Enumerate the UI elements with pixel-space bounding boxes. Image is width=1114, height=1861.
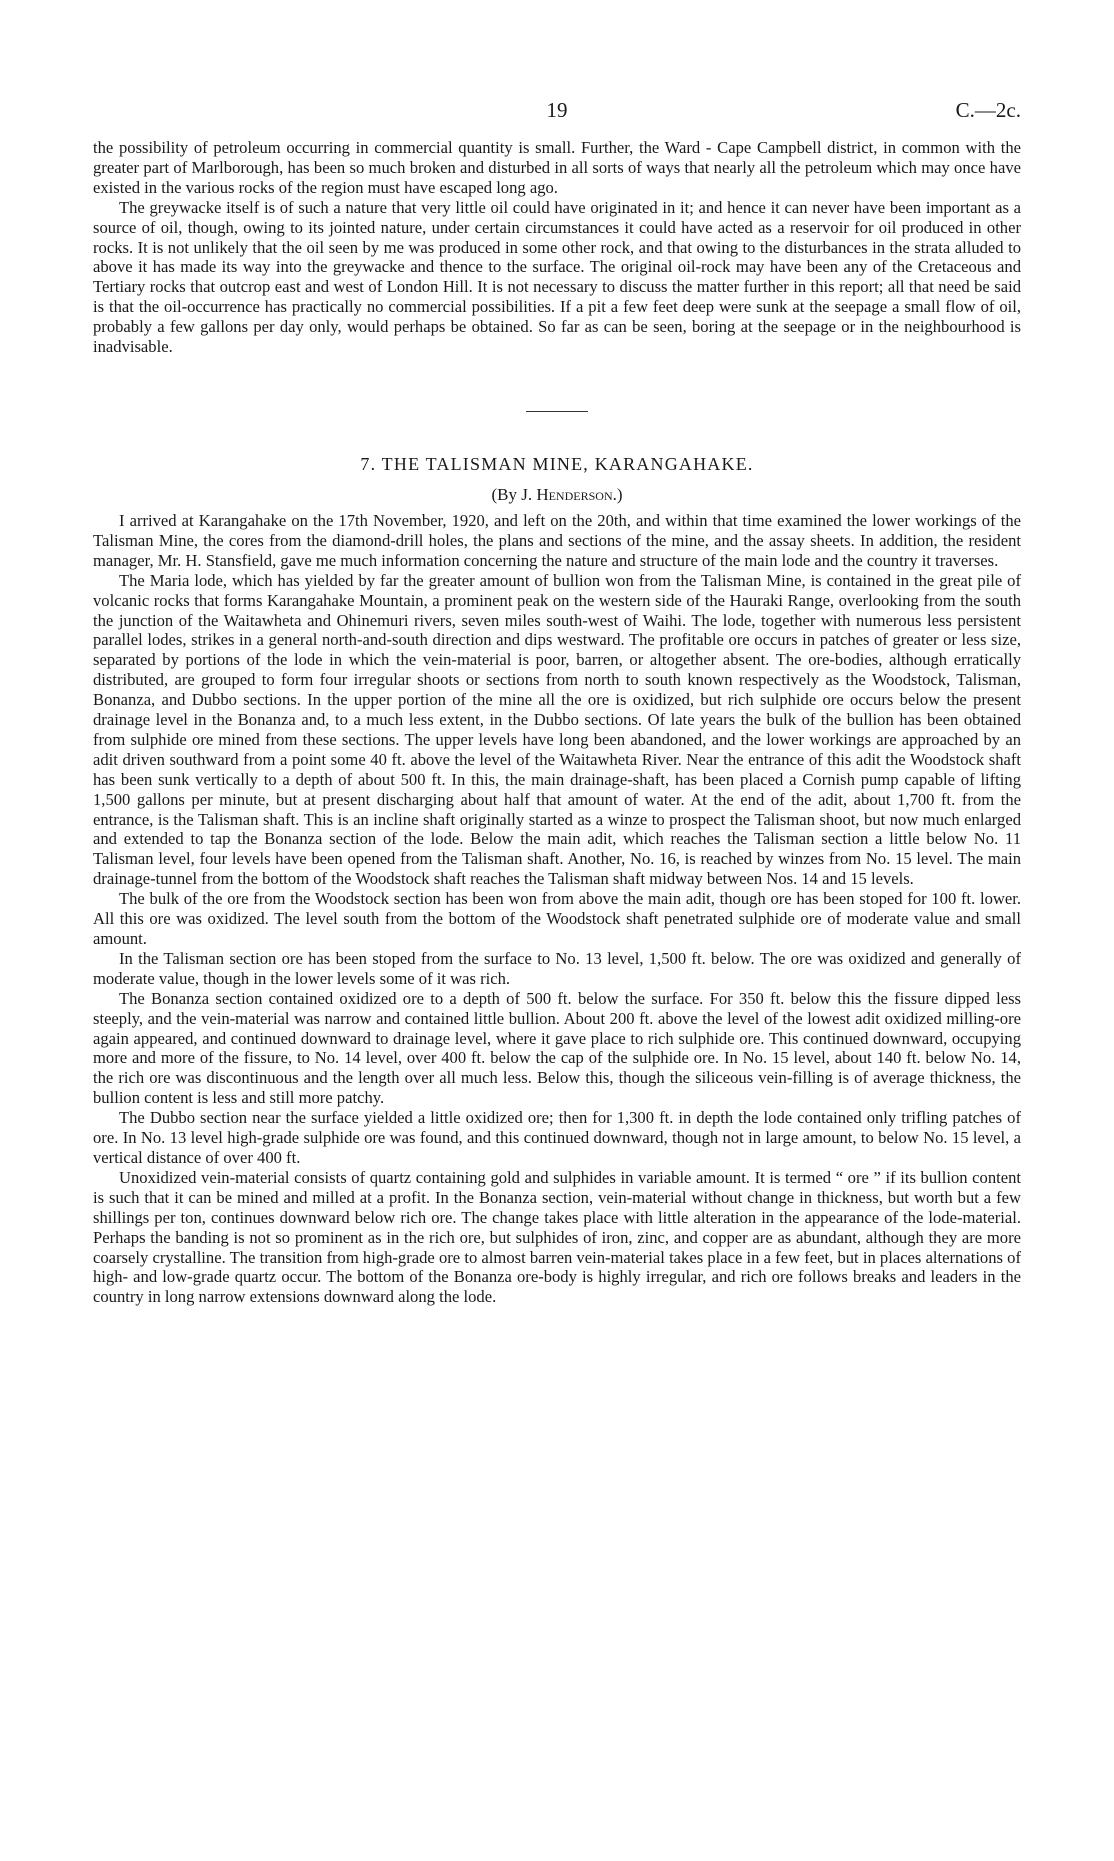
byline-suffix: .) [612,484,623,504]
paragraph-bonanza-section: The Bonanza section contained oxidized ore to a depth of 500 ft. below the surface. For 350 ft. below this the fissure dipped less steeply, and the vein-material was narrow and contained little bullion. About 200 ft. above the level of the lowest adit oxidized milling-ore again appeared, and continued downward to drainage level, where it gave place to rich sulphide ore. This continued downward, occupying more and more of the fissure, to No. 14 level, over 400 ft. below the cap of the sulphide ore. In No. 15 level, about 140 ft. below No. 14, the rich ore was discontinuous and the length over all much less. Below this, though the siliceous vein-filling is of average thickness, the bullion content is less and still more patchy. [93,988,1021,1108]
document-page [93,98,1021,1307]
paragraph-greywacke: The greywacke itself is of such a nature that very little oil could have originated in it; and hence it can never have been important as a source of oil, though, owing to its jointed nature, under certain circumstances it could have acted as a reservoir for oil produced in other rocks. It is not unlikely that the oil seen by me was produced in some other rock, and that owing to the disturbances in the strata alluded to above it has made its way into the greywacke and thence to the surface. The original oil-rock may have been any of the Cretaceous and Tertiary rocks that outcrop east and west of London Hill. It is not necessary to discuss the matter further in this report; all that need be said is that the oil-occurrence has practically no commercial possibilities. If a pit a few feet deep were sunk at the seepage a small flow of oil, probably a few gallons per day only, would perhaps be obtained. So far as can be seen, boring at the seepage or in the neighbourhood is inadvisable. [93,197,1021,357]
paragraph-intro-continuation: the possibility of petroleum occurring in commercial quantity is small. Further, the Ward - Cape Campbell district, in common with the greater part of Marlborough, has been so much broken and disturbed in all sorts of ways that nearly all the petroleum which may once have existed in the various rocks of the region must have escaped long ago. [93,138,1021,197]
page-header [93,98,1021,138]
byline-author: Henderson [536,484,613,504]
document-reference: C.—2c. [955,98,1021,122]
paragraph-maria-lode: The Maria lode, which has yielded by far the greater amount of bullion won from the Talisman Mine, is contained in the great pile of volcanic rocks that forms Karangahake Mountain, a prominent peak on the western side of the Hauraki Range, overlooking from the south the junction of the Waitawheta and Ohinemuri rivers, seven miles south-west of Waihi. The lode, together with numerous less persistent parallel lodes, strikes in a general north-and-south direction and dips westward. The profitable ore occurs in patches of greater or less size, separated by portions of the lode in which the vein-material is poor, barren, or altogether absent. The ore-bodies, although erratically distributed, are grouped to form four irregular shoots or sections from north to south known respectively as the Woodstock, Talisman, Bonanza, and Dubbo sections. In the upper portion of the mine all the ore is oxidized, but rich sulphide ore occurs below the present drainage level in the Bonanza and, to a much less extent, in the Dubbo sections. Of late years the bulk of the bullion has been obtained from sulphide ore mined from these sections. The upper levels have long been abandoned, and the lower workings are approached by an adit driven southward from a point some 40 ft. above the level of the Waitawheta River. Near the entrance of this adit the Woodstock shaft has been sunk vertically to a depth of about 500 ft. In this, the main drainage-shaft, has been placed a Cornish pump capable of lifting 1,500 gallons per minute, but at present discharging about half that amount of water. At the end of the adit, about 1,700 ft. from the entrance, is the Talisman shaft. This is an incline shaft originally started as a winze to prospect the Talisman shoot, but now much enlarged and extended to tap the Bonanza section of the lode. Below the main adit, which reaches the Talisman section a little below No. 11 Talisman level, four levels have been opened from the Talisman shaft. Another, No. 16, is reached by winzes from No. 15 level. The main drainage-tunnel from the bottom of the Woodstock shaft reaches the Talisman shaft midway between Nos. 14 and 15 levels. [93,570,1021,889]
paragraph-dubbo-section: The Dubbo section near the surface yielded a little oxidized ore; then for 1,300 ft. in depth the lode contained only trifling patches of ore. In No. 13 level high-grade sulphide ore was found, and this continued downward, though not in large amount, to below No. 15 level, a vertical distance of over 400 ft. [93,1108,1021,1167]
paragraph-arrival: I arrived at Karangahake on the 17th November, 1920, and left on the 20th, and within that time examined the lower workings of the Talisman Mine, the cores from the diamond-drill holes, the plans and sections of the mine, and the assay sheets. In addition, the resident manager, Mr. H. Stansfield, gave me much information concerning the nature and structure of the main lode and the country it traverses. [93,510,1021,570]
paragraph-woodstock-section: The bulk of the ore from the Woodstock section has been won from above the main adit, though ore has been stoped for 100 ft. lower. All this ore was oxidized. The level south from the bottom of the Woodstock shaft penetrated sulphide ore of moderate value and small amount. [93,889,1021,948]
byline-prefix: (By J. [491,484,537,504]
section-divider [526,411,588,412]
section-title: 7. THE TALISMAN MINE, KARANGAHAKE. [360,453,754,474]
paragraph-talisman-section: In the Talisman section ore has been stoped from the surface to No. 13 level, 1,500 ft. below. The ore was oxidized and generally of moderate value, though in the lower levels some of it was rich. [93,948,1021,988]
page-number: 19 [546,98,568,122]
paragraph-unoxidized-vein: Unoxidized vein-material consists of quartz containing gold and sulphides in variable amount. It is termed “ ore ” if its bullion content is such that it can be mined and milled at a profit. In the Bonanza section, vein-material without change in thickness, but worth but a few shillings per ton, continues downward below rich ore. The change takes place with little alteration in the appearance of the lode-material. Perhaps the banding is not so prominent as in the rich ore, but sulphides of iron, zinc, and copper are as abundant, although they are more coarsely crystalline. The transition from high-grade ore to almost barren vein-material takes place in a few feet, but in places alternations of high- and low-grade quartz occur. The bottom of the Bonanza ore-body is highly irregular, and rich ore follows breaks and leaders in the country in long narrow extensions downward along the lode. [93,1167,1021,1307]
byline [93,485,1021,505]
